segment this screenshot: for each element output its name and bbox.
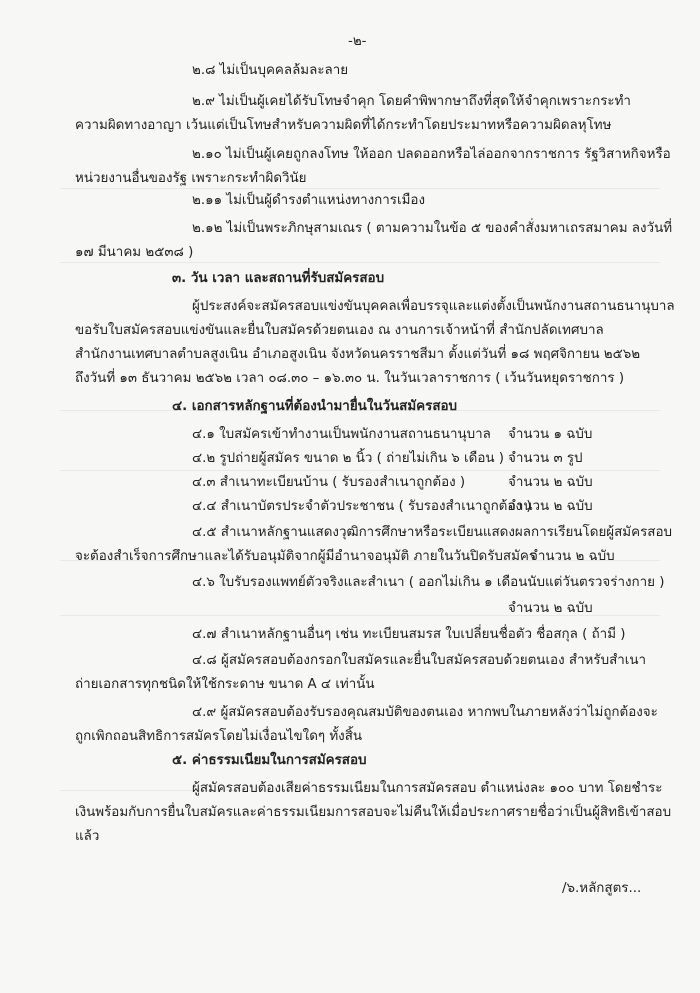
section-5-heading: ๕. ค่าธรรมเนียมในการสมัครสอบ [172,753,367,768]
section-5-para-2: เงินพร้อมกับการยื่นใบสมัครและค่าธรรมเนียมการสอบจะไม่คืนให้เมื่อประกาศรายชื่อว่าเป็นผู้สิทธิเข้าสอบ [75,805,672,820]
qualification-2-8: ๒.๘ ไม่เป็นบุคคลล้มละลาย [192,63,349,78]
document-item-4-6: ๔.๖ ใบรับรองแพทย์ตัวจริงและสำเนา ( ออกไม่เกิน ๑ เดือนนับแต่วันตรวจร่างกาย ) [192,575,665,590]
qualification-2-12: ๒.๑๒ ไม่เป็นพระภิกษุสามเณร ( ตามความในข้อ ๕ ของคำสั่งมหาเถรสมาคม ลงวันที่ [192,221,673,236]
section-5-para-3: แล้ว [75,829,100,844]
document-item-4-3-qty: จำนวน ๒ ฉบับ [508,475,593,490]
document-item-4-8-cont: ถ่ายเอกสารทุกชนิดให้ใช้กระดาษ ขนาด A ๔ เท่านั้น [75,677,375,692]
qualification-2-9: ๒.๙ ไม่เป็นผู้เคยได้รับโทษจำคุก โดยคำพิพากษาถึงที่สุดให้จำคุกเพราะกระทำ [192,94,631,109]
scan-bleed [60,470,660,471]
document-item-4-1: ๔.๑ ใบสมัครเข้าทำงานเป็นพนักงานสถานธนานุบาล [192,427,491,442]
section-3-para-3: สำนักงานเทศบาลตำบลสูงเนิน อำเภอสูงเนิน จังหวัดนครราชสีมา ตั้งแต่วันที่ ๑๘ พฤศจิกายน ๒๕๖๒ [75,347,641,362]
section-4-heading: ๔. เอกสารหลักฐานที่ต้องนำมายื่นในวันสมัครสอบ [172,399,458,414]
scan-bleed [60,262,660,263]
continuation-note: /๖.หลักสูตร... [562,881,642,896]
section-3-para-2: ขอรับใบสมัครสอบแข่งขันและยื่นใบสมัครด้วยตนเอง ณ งานการเจ้าหน้าที่ สำนักปลัดเทศบาล [75,323,604,338]
page-number: -๒- [348,34,367,49]
document-item-4-5-qty: จำนวน ๒ ฉบับ [530,549,615,564]
scan-bleed [60,188,660,189]
qualification-2-9-cont: ความผิดทางอาญา เว้นแต่เป็นโทษสำหรับความผิดที่ได้กระทำโดยประมาทหรือความผิดลหุโทษ [75,118,612,133]
qualification-2-10-cont: หน่วยงานอื่นของรัฐ เพราะกระทำผิดวินัย [75,171,307,186]
section-5-para-1: ผู้สมัครสอบต้องเสียค่าธรรมเนียมในการสมัครสอบ ตำแหน่งละ ๑๐๐ บาท โดยชำระ [192,781,663,796]
section-3-para-4: ถึงวันที่ ๑๓ ธันวาคม ๒๕๖๒ เวลา ๐๘.๓๐ – ๑๖.๓๐ น. ในวันเวลาราชการ ( เว้นวันหยุดราชการ ) [75,371,625,386]
document-item-4-5: ๔.๕ สำเนาหลักฐานแสดงวุฒิการศึกษาหรือระเบียนแสดงผลการเรียนโดยผู้สมัครสอบ [192,525,672,540]
section-3-heading: ๓. วัน เวลา และสถานที่รับสมัครสอบ [172,271,385,286]
document-item-4-6-qty: จำนวน ๒ ฉบับ [508,601,593,616]
qualification-2-10: ๒.๑๐ ไม่เป็นผู้เคยถูกลงโทษ ให้ออก ปลดออกหรือไล่ออกจากราชการ รัฐวิสาหกิจหรือ [192,147,671,162]
document-item-4-3: ๔.๓ สำเนาทะเบียนบ้าน ( รับรองสำเนาถูกต้อง ) [192,475,466,490]
document-item-4-2: ๔.๒ รูปถ่ายผู้สมัคร ขนาด ๒ นิ้ว ( ถ่ายไม่เกิน ๖ เดือน ) [192,451,504,466]
document-item-4-8: ๔.๘ ผู้สมัครสอบต้องกรอกใบสมัครและยื่นใบสมัครสอบด้วยตนเอง สำหรับสำเนา [192,653,647,668]
section-3-para-1: ผู้ประสงค์จะสมัครสอบแข่งขันบุคคลเพื่อบรรจุและแต่งตั้งเป็นพนักงานสถานธนานุบาล [192,299,675,314]
document-item-4-1-qty: จำนวน ๑ ฉบับ [508,427,593,442]
document-item-4-5-cont: จะต้องสำเร็จการศึกษาและได้รับอนุมัติจากผู้มีอำนาจอนุมัติ ภายในวันปิดรับสมัคร [75,549,537,564]
document-item-4-2-qty: จำนวน ๓ รูป [508,451,583,466]
document-item-4-7: ๔.๗ สำเนาหลักฐานอื่นๆ เช่น ทะเบียนสมรส ใบเปลี่ยนชื่อตัว ชื่อสกุล ( ถ้ามี ) [192,627,626,642]
document-item-4-9: ๔.๙ ผู้สมัครสอบต้องรับรองคุณสมบัติของตนเอง หากพบในภายหลังว่าไม่ถูกต้องจะ [192,705,658,720]
qualification-2-12-cont: ๑๗ มีนาคม ๒๕๓๘ ) [75,245,194,260]
document-item-4-4-qty: จำนวน ๒ ฉบับ [508,499,593,514]
qualification-2-11: ๒.๑๑ ไม่เป็นผู้ดำรงตำแหน่งทางการเมือง [192,193,425,208]
document-item-4-9-cont: ถูกเพิกถอนสิทธิการสมัครโดยไม่เงื่อนไขใดๆ ทั้งสิ้น [75,729,363,744]
document-item-4-4: ๔.๔ สำเนาบัตรประจำตัวประชาชน ( รับรองสำเนาถูกต้อง ) [192,499,532,514]
